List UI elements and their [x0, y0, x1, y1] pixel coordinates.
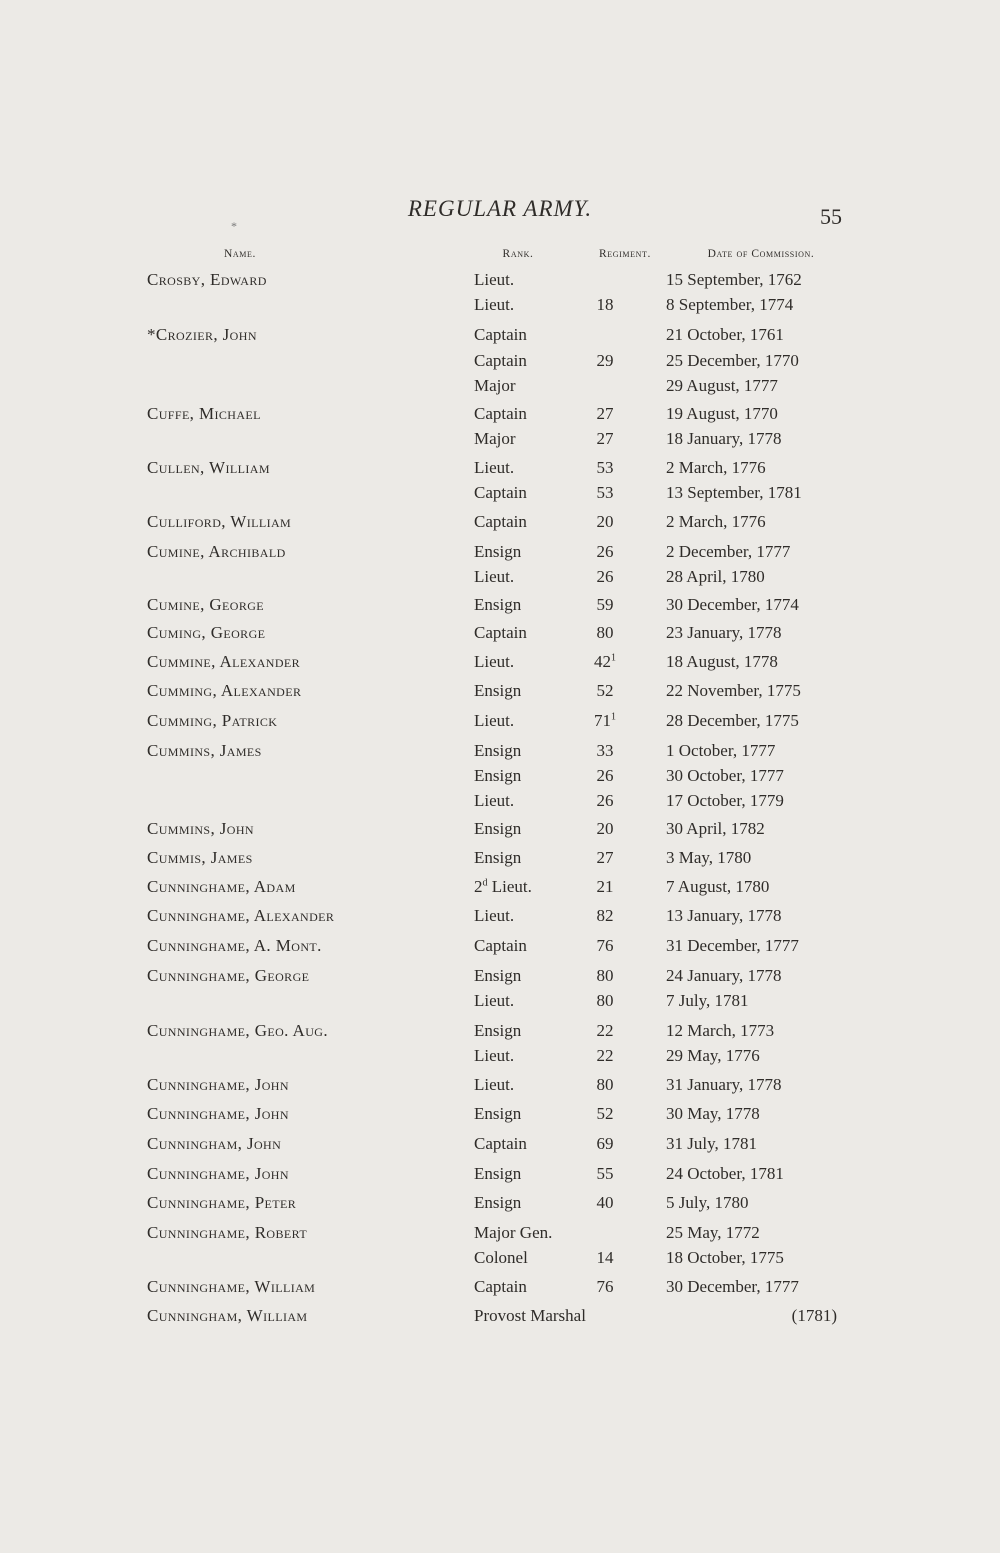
officer-rank: [474, 763, 521, 789]
rank-text: Ensign: [474, 1193, 522, 1212]
table-row: [0, 874, 1000, 900]
regiment-text: 14: [596, 1248, 614, 1267]
table-row: [0, 708, 1000, 734]
officer-name: Cuffe, Michael: [147, 404, 261, 423]
commission-date: 15 September, 1762: [666, 270, 802, 289]
regiment-number: [580, 564, 630, 590]
rank-text: Captain: [474, 623, 527, 642]
table-row: [0, 620, 1000, 646]
page-number: 55: [820, 204, 842, 229]
regiment-superscript: 1: [611, 652, 616, 664]
rank-text: Major Gen.: [474, 1223, 553, 1242]
regiment-number: [580, 426, 630, 452]
officer-rank: [474, 903, 514, 929]
table-row: [0, 738, 1000, 764]
regiment-text: 29: [596, 351, 614, 370]
commission-date: 1 October, 1777: [666, 741, 776, 760]
regiment-text: 26: [596, 567, 614, 586]
table-row: [0, 963, 1000, 989]
officer-name: Cunninghame, A. Mont.: [147, 936, 322, 955]
regiment-text: 76: [596, 936, 614, 955]
regiment-number: [580, 649, 630, 675]
officer-rank: [474, 1245, 528, 1271]
officer-rank: [474, 455, 514, 481]
regiment-text: 80: [596, 623, 614, 642]
regiment-number: [580, 874, 630, 900]
commission-date: 31 July, 1781: [666, 1134, 757, 1153]
table-row: [0, 1190, 1000, 1216]
regiment-text: 52: [596, 1104, 614, 1123]
regiment-text: 18: [596, 295, 614, 314]
officer-rank: [474, 649, 514, 675]
table-row: [0, 509, 1000, 535]
officer-rank: [474, 267, 514, 293]
officer-rank: [474, 1072, 514, 1098]
regiment-text: 80: [596, 966, 614, 985]
commission-date: 22 November, 1775: [666, 681, 801, 700]
officer-name: *Crozier, John: [147, 325, 257, 344]
table-row: [0, 292, 1000, 318]
officer-rank: [474, 1018, 521, 1044]
regiment-text: 40: [596, 1193, 614, 1212]
rank-text: Lieut.: [474, 567, 515, 586]
officer-name: Cumine, Archibald: [147, 542, 286, 561]
commission-date: 30 December, 1774: [666, 595, 799, 614]
officer-name: Cunninghame, George: [147, 966, 310, 985]
commission-date: 25 May, 1772: [666, 1223, 760, 1242]
rank-text: Captain: [474, 404, 527, 423]
officer-rank: [474, 963, 521, 989]
officer-rank: [474, 509, 527, 535]
table-row: [0, 455, 1000, 481]
officer-name: Cunninghame, John: [147, 1104, 289, 1123]
table-row: [0, 903, 1000, 929]
commission-date: 29 May, 1776: [666, 1046, 760, 1065]
officer-name: Cummis, James: [147, 848, 253, 867]
regiment-text: 20: [596, 819, 614, 838]
officer-name: Cunninghame, John: [147, 1075, 289, 1094]
rank-text: Lieut.: [474, 711, 515, 730]
regiment-text: 69: [596, 1134, 614, 1153]
commission-date: 13 September, 1781: [666, 483, 802, 502]
commission-date: 18 January, 1778: [666, 429, 782, 448]
officer-rank: [474, 1274, 527, 1300]
rank-text: Ensign: [474, 681, 522, 700]
rank-text: Lieut.: [474, 1046, 515, 1065]
officer-rank: [474, 1190, 521, 1216]
regiment-number: [580, 963, 630, 989]
regiment-text: 76: [596, 1277, 614, 1296]
officer-rank: [474, 1303, 586, 1329]
officer-rank: [474, 678, 521, 704]
officer-rank: [474, 401, 527, 427]
rank-superscript: d: [482, 877, 488, 889]
officer-rank: [474, 708, 514, 734]
regiment-text: 82: [596, 906, 614, 925]
commission-date: 17 October, 1779: [666, 791, 784, 810]
officer-name: Cumming, Alexander: [147, 681, 302, 700]
table-row: [0, 788, 1000, 814]
regiment-number: [580, 738, 630, 764]
table-row: [0, 426, 1000, 452]
regiment-number: [580, 1131, 630, 1157]
officer-name: Cummine, Alexander: [147, 652, 301, 671]
officer-name: Cunninghame, John: [147, 1164, 289, 1183]
commission-date: 24 October, 1781: [666, 1164, 784, 1183]
regiment-text: 52: [596, 681, 614, 700]
table-row: [0, 845, 1000, 871]
regiment-number: [580, 592, 630, 618]
regiment-text: 27: [596, 404, 614, 423]
commission-date: 2 March, 1776: [666, 512, 766, 531]
table-row: [0, 348, 1000, 374]
rank-text: Lieut.: [474, 295, 515, 314]
officer-rank: [474, 1131, 527, 1157]
table-row: [0, 1274, 1000, 1300]
officer-rank: [474, 373, 516, 399]
commission-date: 24 January, 1778: [666, 966, 782, 985]
regiment-number: [580, 620, 630, 646]
table-row: [0, 480, 1000, 506]
commission-date: 7 August, 1780: [666, 877, 770, 896]
rank-text: Lieut.: [474, 791, 515, 810]
rank-text: Ensign: [474, 1164, 522, 1183]
regiment-number: [580, 933, 630, 959]
officer-name: Cummins, James: [147, 741, 262, 760]
commission-date: 25 December, 1770: [666, 351, 799, 370]
regiment-number: [580, 480, 630, 506]
regiment-number: [580, 539, 630, 565]
regiment-text: 33: [596, 741, 614, 760]
commission-date: 5 July, 1780: [666, 1193, 749, 1212]
officer-rank: [474, 1101, 521, 1127]
commission-date: 23 January, 1778: [666, 623, 782, 642]
officer-rank: [474, 592, 521, 618]
rank-text: Lieut.: [474, 458, 515, 477]
regiment-number: [580, 1043, 630, 1069]
table-row: [0, 564, 1000, 590]
commission-date: 31 December, 1777: [666, 936, 799, 955]
regiment-number: [580, 678, 630, 704]
officer-rank: [474, 845, 521, 871]
officer-rank: [474, 1043, 514, 1069]
officer-name: Cunninghame, William: [147, 1277, 316, 1296]
officer-name: Culliford, William: [147, 512, 292, 531]
rank-text: Lieut.: [487, 877, 532, 896]
regiment-text: 80: [596, 991, 614, 1010]
regiment-text: 59: [596, 595, 614, 614]
regiment-number: [580, 1018, 630, 1044]
commission-date: 18 August, 1778: [666, 652, 778, 671]
officer-rank: [474, 348, 527, 374]
officer-rank: [474, 292, 514, 318]
rank-text: Lieut.: [474, 1075, 515, 1094]
regiment-superscript: 1: [611, 711, 616, 723]
regiment-number: [580, 988, 630, 1014]
regiment-number: [580, 455, 630, 481]
regiment-number: [580, 1190, 630, 1216]
table-row: [0, 1018, 1000, 1044]
table-row: [0, 988, 1000, 1014]
table-row: [0, 1303, 1000, 1329]
page-title: REGULAR ARMY.: [407, 196, 593, 221]
officer-name: Cunninghame, Adam: [147, 877, 296, 896]
rank-text: Captain: [474, 483, 527, 502]
regiment-text: 27: [596, 848, 614, 867]
table-row: [0, 1043, 1000, 1069]
header-rank: Rank.: [502, 248, 534, 260]
rank-text: Captain: [474, 1134, 527, 1153]
regiment-number: [580, 1161, 630, 1187]
rank-text: Ensign: [474, 819, 522, 838]
officer-name: Cunningham, John: [147, 1134, 282, 1153]
rank-text: Captain: [474, 936, 527, 955]
officer-name: Cunninghame, Peter: [147, 1193, 297, 1212]
table-row: [0, 322, 1000, 348]
regiment-text: 20: [596, 512, 614, 531]
regiment-number: [580, 292, 630, 318]
regiment-text: 53: [596, 483, 614, 502]
officer-rank: [474, 564, 514, 590]
regiment-text: 21: [596, 877, 614, 896]
commission-date: 30 October, 1777: [666, 766, 784, 785]
officer-rank: [474, 1161, 521, 1187]
rank-text: Ensign: [474, 741, 522, 760]
commission-date: 21 October, 1761: [666, 325, 784, 344]
page-mark: *: [231, 219, 237, 233]
officer-rank: [474, 816, 521, 842]
regiment-number: [580, 708, 630, 734]
rank-text: Ensign: [474, 542, 522, 561]
regiment-text: 80: [596, 1075, 614, 1094]
regiment-text: 22: [596, 1021, 614, 1040]
rank-text: Major: [474, 429, 516, 448]
rank-text: Colonel: [474, 1248, 528, 1267]
regiment-text: 55: [596, 1164, 614, 1183]
officer-rank: [474, 988, 514, 1014]
commission-date: 30 December, 1777: [666, 1277, 799, 1296]
regiment-number: [580, 509, 630, 535]
officer-rank: [474, 322, 527, 348]
rank-text: Captain: [474, 512, 527, 531]
officer-name: Cunninghame, Robert: [147, 1223, 308, 1242]
table-row: [0, 401, 1000, 427]
commission-date: 31 January, 1778: [666, 1075, 782, 1094]
rank-text: Captain: [474, 1277, 527, 1296]
table-row: [0, 763, 1000, 789]
commission-date: 2 December, 1777: [666, 542, 791, 561]
table-row: [0, 592, 1000, 618]
regiment-number: [580, 903, 630, 929]
officer-name: Cullen, William: [147, 458, 270, 477]
rank-text: Ensign: [474, 1104, 522, 1123]
officer-rank: [474, 426, 516, 452]
regiment-number: [580, 816, 630, 842]
commission-date: 29 August, 1777: [666, 376, 778, 395]
table-row: [0, 649, 1000, 675]
commission-date: 30 April, 1782: [666, 819, 765, 838]
regiment-text: 26: [596, 542, 614, 561]
table-row: [0, 539, 1000, 565]
table-row: [0, 373, 1000, 399]
regiment-text: 26: [596, 766, 614, 785]
regiment-text: 71: [594, 711, 611, 730]
officer-rank: [474, 1220, 552, 1246]
rank-prefix: 2: [474, 877, 483, 896]
table-row: [0, 1072, 1000, 1098]
commission-date: 18 October, 1775: [666, 1248, 784, 1267]
rank-text: Provost Marshal: [474, 1306, 586, 1325]
officer-name: Cummins, John: [147, 819, 254, 838]
table-row: [0, 1245, 1000, 1271]
officer-name: Cunningham, William: [147, 1306, 308, 1325]
table-row: [0, 1220, 1000, 1246]
commission-date: 7 July, 1781: [666, 991, 749, 1010]
rank-text: Ensign: [474, 766, 522, 785]
rank-text: Ensign: [474, 848, 522, 867]
table-row: [0, 816, 1000, 842]
regiment-number: [580, 348, 630, 374]
officer-rank: [474, 620, 527, 646]
table-row: [0, 678, 1000, 704]
commission-date: 3 May, 1780: [666, 848, 752, 867]
regiment-text: 27: [596, 429, 614, 448]
regiment-number: [580, 1072, 630, 1098]
regiment-number: [580, 1274, 630, 1300]
commission-date: 30 May, 1778: [666, 1104, 760, 1123]
rank-text: Captain: [474, 325, 527, 344]
commission-date: 28 December, 1775: [666, 711, 799, 730]
rank-text: Ensign: [474, 1021, 522, 1040]
regiment-number: [580, 401, 630, 427]
regiment-text: 42: [594, 652, 611, 671]
rank-text: Lieut.: [474, 906, 515, 925]
regiment-number: [580, 845, 630, 871]
rank-text: Lieut.: [474, 991, 515, 1010]
header-regiment: Regiment.: [599, 248, 651, 260]
commission-date: 8 September, 1774: [666, 295, 794, 314]
commission-date: 28 April, 1780: [666, 567, 765, 586]
commission-date: 19 August, 1770: [666, 404, 778, 423]
table-row: [0, 1131, 1000, 1157]
officer-rank: [474, 480, 527, 506]
commission-date: 12 March, 1773: [666, 1021, 775, 1040]
header-name: Name.: [224, 248, 256, 260]
regiment-number: [580, 763, 630, 789]
rank-text: Ensign: [474, 966, 522, 985]
officer-name: Cumine, George: [147, 595, 265, 614]
header-date: Date of Commission.: [707, 248, 815, 260]
rank-text: Lieut.: [474, 270, 515, 289]
table-row: [0, 1101, 1000, 1127]
officer-rank: [474, 788, 514, 814]
commission-date: 2 March, 1776: [666, 458, 766, 477]
officer-name: Cunninghame, Geo. Aug.: [147, 1021, 328, 1040]
officer-name: Crosby, Edward: [147, 270, 267, 289]
commission-date: 13 January, 1778: [666, 906, 782, 925]
table-row: [0, 267, 1000, 293]
officer-rank: [474, 738, 521, 764]
officer-rank: [474, 933, 527, 959]
officer-name: Cumming, Patrick: [147, 711, 278, 730]
officer-name: Cunninghame, Alexander: [147, 906, 335, 925]
rank-text: Captain: [474, 351, 527, 370]
regiment-text: 22: [596, 1046, 614, 1065]
regiment-number: [580, 1101, 630, 1127]
table-row: [0, 1161, 1000, 1187]
regiment-text: 26: [596, 791, 614, 810]
rank-text: Lieut.: [474, 652, 515, 671]
regiment-text: 53: [596, 458, 614, 477]
rank-text: Ensign: [474, 595, 522, 614]
table-row: [0, 933, 1000, 959]
officer-rank: [474, 874, 532, 900]
officer-rank: [474, 539, 521, 565]
rank-text: Major: [474, 376, 516, 395]
regiment-number: [580, 788, 630, 814]
regiment-number: [580, 1245, 630, 1271]
officer-name: Cuming, George: [147, 623, 266, 642]
commission-date: (1781): [791, 1306, 837, 1325]
